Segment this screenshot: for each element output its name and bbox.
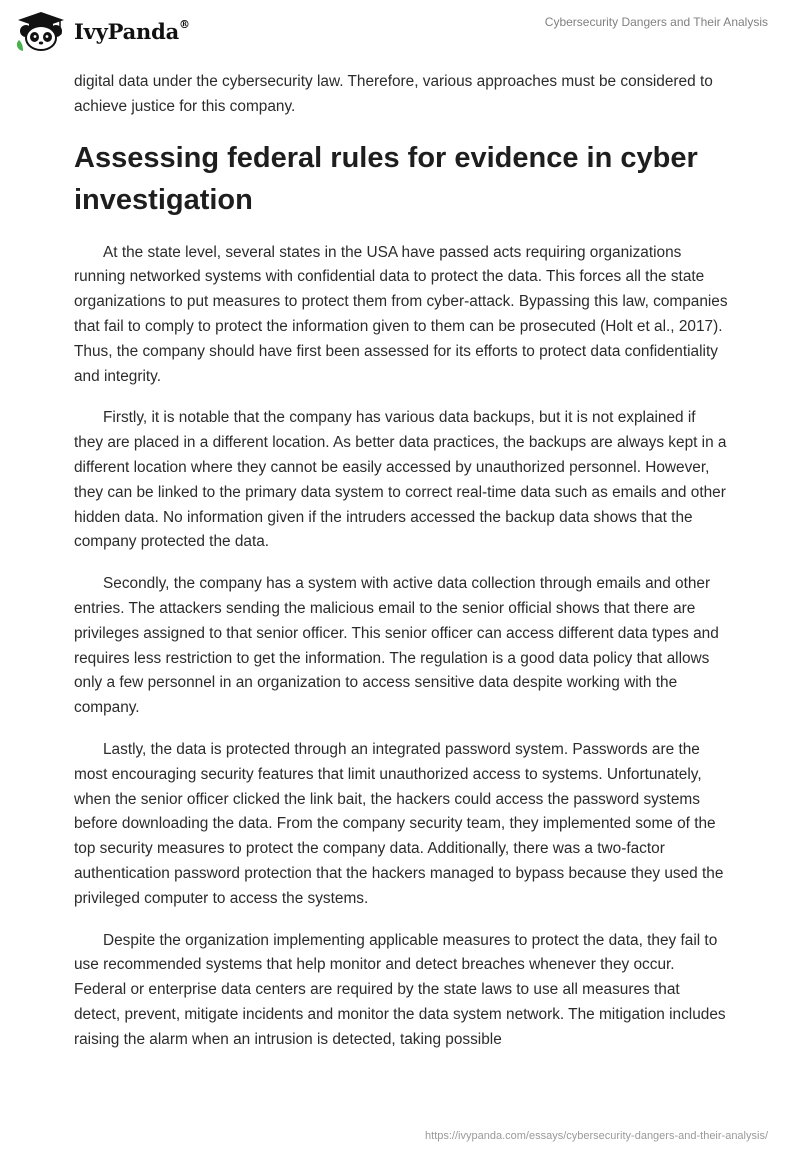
logo-text: IvyPanda: [74, 18, 180, 44]
essay-body: [74, 70, 728, 1070]
paragraph-secondly: Secondly, the company has a system with active data collection through emails and other entries. The attackers sending the malicious email to the senior official shows that there are privileges assigned to that senior officer. This senior officer can access different data types and requires less restriction to get the information. The regulation is a good data policy that allows only a few personnel in an organization to access sensitive data despite working with the company.: [74, 575, 719, 717]
page-header: [0, 0, 800, 64]
ivypanda-logo[interactable]: [14, 10, 190, 52]
section-heading: Assessing federal rules for evidence in cyber investigation: [74, 141, 698, 216]
lead-paragraph: digital data under the cybersecurity law. Therefore, various approaches must be considered to achieve justice for this company.: [74, 73, 713, 115]
paragraph-despite: Despite the organization implementing applicable measures to protect the data, they fail to use recommended systems that help monitor and detect breaches whenever they occur. Federal or enterprise data centers are required by the state laws to use all measures that detect, prevent, mitigate incidents and monitor the data system network. The mitigation includes raising the alarm when an intrusion is detected, taking possible: [74, 931, 726, 1048]
source-url[interactable]: https://ivypanda.com/essays/cybersecurity-dangers-and-their-analysis/: [425, 1130, 768, 1142]
registered-mark: ®: [179, 17, 190, 31]
paragraph-state-level: At the state level, several states in the USA have passed acts requiring organizations running networked systems with confidential data to protect the data. This forces all the state organizations to put measures to protect them from cyber-attack. Bypassing this law, companies that fail to comply to protect the information given to them can be prosecuted (Holt et al., 2017). Thus, the company should have first been assessed for its efforts to protect data confidentiality and integrity.: [74, 243, 728, 385]
paragraph-lastly: Lastly, the data is protected through an integrated password system. Passwords are the most encouraging security features that limit unauthorized access to systems. Unfortunately, when the senior officer clicked the link bait, the hackers could access the password systems before downloading the data. From the company security team, they implemented some of the top security measures to protect the company data. Additionally, there was a two-factor authentication password protection that the hackers managed to bypass because they used the privileged computer to access the systems.: [74, 740, 724, 907]
panda-graduate-icon: [14, 10, 68, 52]
document-title: Cybersecurity Dangers and Their Analysis: [544, 15, 768, 29]
paragraph-firstly: Firstly, it is notable that the company has various data backups, but it is not explained if they are placed in a different location. As better data practices, the backups are always kept in a different location where they cannot be easily accessed by unauthorized personnel. However, they can be linked to the primary data system to correct real-time data such as emails and other hidden data. No information given if the intruders accessed the backup data shows that the company protected the data.: [74, 409, 727, 551]
